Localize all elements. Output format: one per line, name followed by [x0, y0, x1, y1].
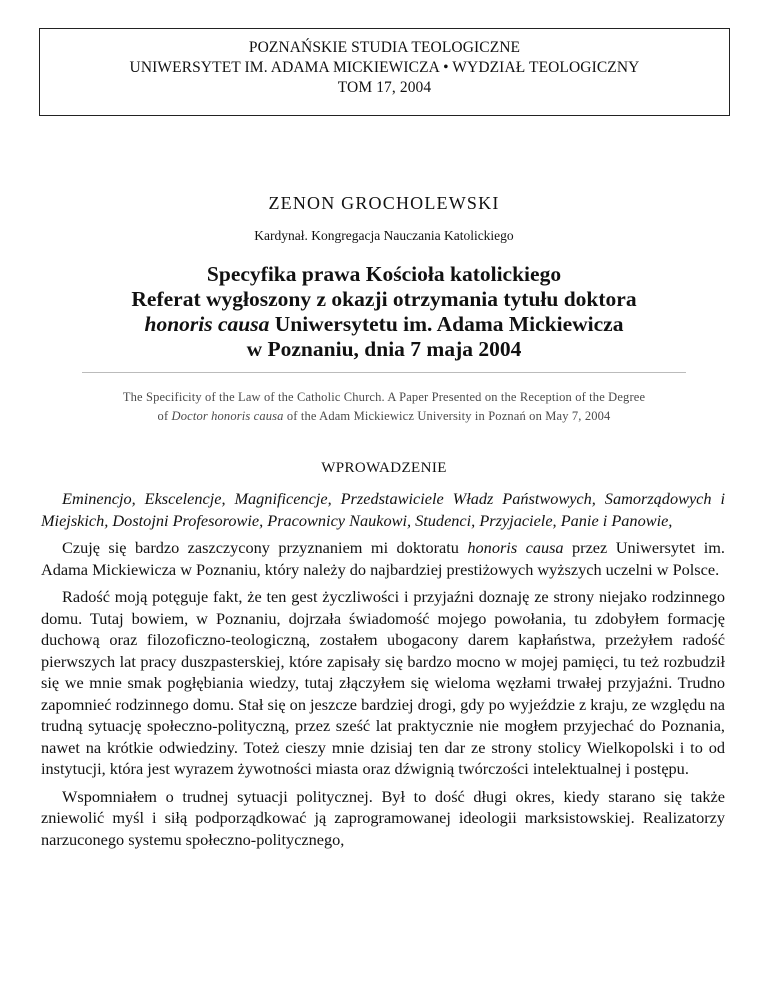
title-divider [82, 372, 686, 373]
title-line-4: w Poznaniu, dnia 7 maja 2004 [246, 337, 522, 361]
title-line-1: Specyfika prawa Kościoła katolickiego [206, 262, 562, 286]
journal-header-box [39, 28, 730, 116]
english-title-italic: Doctor honoris causa [171, 409, 284, 423]
paragraph-1-pre: Czuję się bardzo zaszczycony przyznaniem mi doktoratu [62, 538, 468, 557]
article-title [0, 262, 768, 362]
title-line-2: Referat wygłoszony z okazji otrzymania tytułu doktora [131, 287, 637, 311]
paragraph-2: Radość moją potęguje fakt, że ten gest życzliwości i przyjaźni doznaję ze strony niejako rodzinnego domu. Tutaj bowiem, w Poznaniu, dojrzała świadomość mojego powołania, tu zdobyłem formację duchową oraz filozoficzno-teologiczną, zostałem ubogacony darem kapłaństwa, przeżyłem radość pierwszych lat pracy duszpasterskiej, które zapisały się bardzo mocno w mojej pamięci, tu też rozbudził się we mnie smak pogłębiania wiedzy, tutaj złączyłem się wieloma węzłami trwałej przyjaźni. Trudno zapomnieć rodzinnego domu. Stał się on jeszcze bardziej drogi, gdy po wyjeździe z kraju, ze względu na trudną sytuację społeczno-polityczną, przez sześć lat praktycznie nie mogłem przyjechać do Poznania, nawet na krótkie odwiedziny. Toteż cieszy mnie dzisiaj ten dar ze strony stolicy Wielkopolski i to od instytucji, która jest wyrazem żywotności miasta oraz dźwignią twórczości intelektualnej i postępu. [41, 587, 726, 778]
paragraph-1 [41, 537, 725, 580]
author-name: ZENON GROCHOLEWSKI [268, 193, 500, 213]
paragraph-1-post: przez Uniwersytet im. Adama Mickiewicza w Poznaniu, który należy do najbardziej prestiżowych wyższych uczelni w Polsce. [41, 538, 725, 579]
title-line-3-rest: Uniwersytetu im. Adama Mickiewicza [269, 312, 624, 336]
article-body [41, 488, 725, 856]
paragraph-3: Wspomniałem o trudnej sytuacji politycznej. Był to dość długi okres, kiedy starano się także zniewolić myśl i siłą podporządkować ją zaprogramowanej ideologii marksistowskiej. Realizatorzy narzuconego systemu społeczno-politycznego, [41, 786, 725, 849]
journal-publisher: UNIWERSYTET IM. ADAMA MICKIEWICZA • WYDZIAŁ TEOLOGICZNY [129, 59, 640, 76]
author-affiliation: Kardynał. Kongregacja Nauczania Katolickiego [254, 228, 514, 243]
english-title [0, 388, 768, 426]
title-italic-phrase: honoris causa [144, 312, 270, 336]
journal-title: POZNAŃSKIE STUDIA TEOLOGICZNE [248, 39, 521, 56]
section-heading: WPROWADZENIE [321, 460, 447, 476]
english-title-line-1: The Specificity of the Law of the Catholic Church. A Paper Presented on the Reception of the Degree [122, 390, 646, 404]
salutation-paragraph: Eminencjo, Ekscelencje, Magnificencje, Przedstawiciele Władz Państwowych, Samorządowych i Miejskich, Dostojni Profesorowie, Pracownicy Naukowi, Studenci, Przyjaciele, Panie i Panowie, [41, 489, 725, 530]
english-title-line-2 [0, 407, 768, 426]
paragraph-1-italic: honoris causa [467, 538, 564, 557]
english-title-pre: of [157, 409, 172, 423]
english-title-post: of the Adam Mickiewicz University in Poznań on May 7, 2004 [283, 409, 611, 423]
title-line-3 [0, 312, 768, 337]
journal-volume: TOM 17, 2004 [337, 79, 432, 96]
